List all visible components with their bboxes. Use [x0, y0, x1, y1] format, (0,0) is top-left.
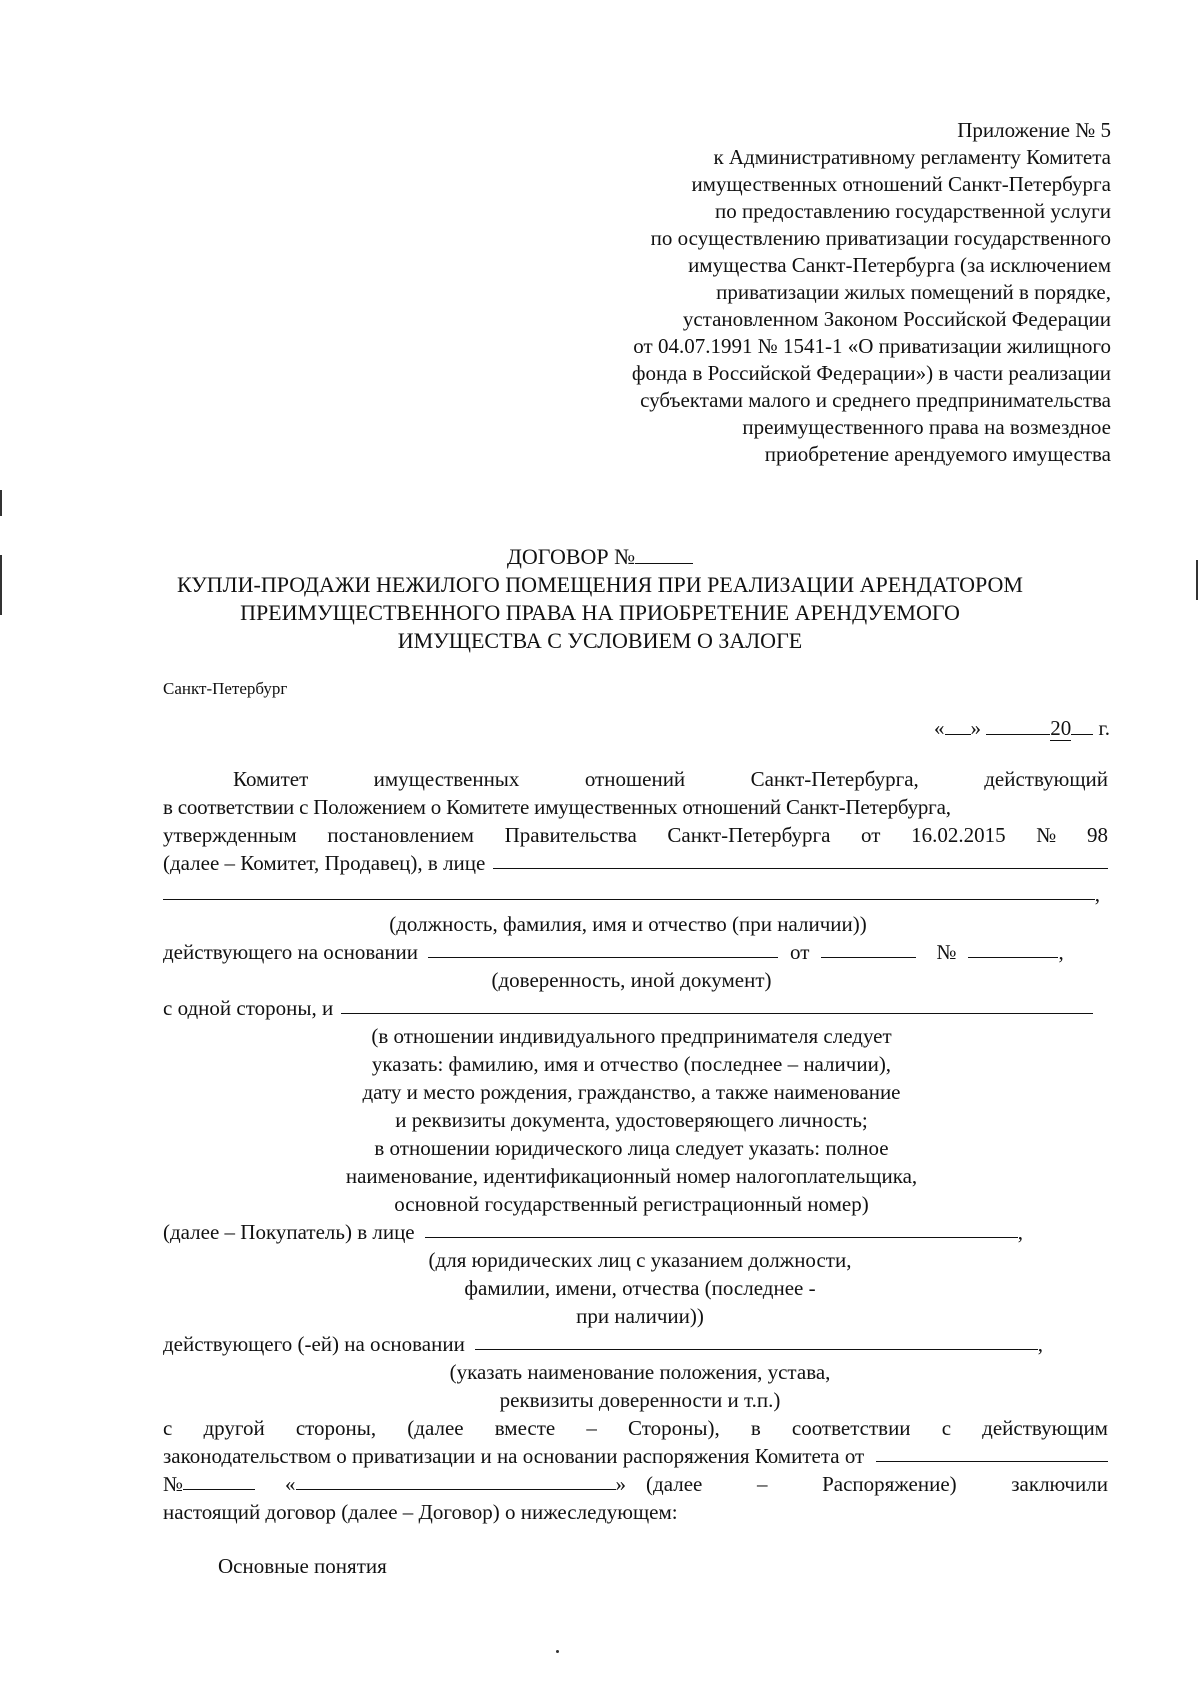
from-label: от — [790, 940, 810, 964]
appendix-header — [471, 117, 1111, 468]
appendix-line: по осуществлению приватизации государственного — [650, 226, 1111, 250]
open-quote: « — [285, 1472, 296, 1496]
word: 16.02.2015 — [911, 823, 1006, 847]
appendix-line: имущества Санкт-Петербурга (за исключением — [688, 253, 1111, 277]
word: стороны, — [295, 1416, 377, 1440]
date-year-suffix: г. — [1098, 716, 1110, 740]
place-city: Санкт-Петербург — [163, 679, 288, 698]
order-number-blank[interactable] — [183, 1470, 255, 1490]
close-quote: » — [615, 1472, 627, 1496]
comma: , — [1094, 882, 1100, 906]
comma: , — [1037, 1332, 1043, 1356]
word: с — [941, 1416, 952, 1440]
date-close-quote: » — [970, 716, 981, 740]
caption-party-line: в отношении юридического лица следует указать: полное — [374, 1136, 889, 1160]
scan-edge-mark — [0, 490, 2, 516]
order-number-label: № — [163, 1472, 184, 1496]
title-line-1: ДОГОВОР № — [506, 544, 636, 569]
buyer-representative-blank[interactable] — [425, 1218, 1018, 1238]
caption-basis2-line: реквизиты доверенности и т.п.) — [499, 1388, 781, 1412]
word: (далее — [646, 1472, 703, 1496]
basis-date-blank[interactable] — [821, 938, 916, 958]
word: № — [1036, 823, 1057, 847]
intro-line-3 — [163, 821, 1108, 849]
basis2-label: действующего (-ей) на основании — [163, 1332, 465, 1356]
caption-basis2 — [320, 1358, 960, 1414]
buyer-line — [163, 1218, 1023, 1246]
basis-line — [163, 938, 1108, 966]
caption-basis2-line: (указать наименование положения, устава, — [449, 1360, 831, 1384]
scan-dot — [556, 1650, 559, 1653]
word: имущественных — [373, 767, 520, 791]
date-open-quote: « — [934, 716, 945, 740]
other-side-paragraph — [163, 1414, 1108, 1526]
word: Комитет — [233, 767, 309, 791]
date-year-blank[interactable] — [1071, 715, 1093, 735]
law-label: законодательством о приватизации и на основании распоряжения Комитета от — [163, 1444, 865, 1468]
caption-buyer-line: при наличии)) — [576, 1304, 704, 1328]
word: – — [756, 1472, 768, 1496]
caption-buyer-line: фамилии, имени, отчества (последнее - — [464, 1276, 816, 1300]
appendix-line: от 04.07.1991 № 1541-1 «О приватизации жилищного — [633, 334, 1111, 358]
title-line-4: ИМУЩЕСТВА С УСЛОВИЕМ О ЗАЛОГЕ — [397, 628, 803, 653]
word: соответствии — [791, 1416, 911, 1440]
other-side-line-1 — [163, 1414, 1108, 1442]
appendix-line: приватизации жилых помещений в порядке, — [716, 280, 1111, 304]
word: Санкт-Петербурга — [667, 823, 831, 847]
word: вместе — [494, 1416, 556, 1440]
order-line — [163, 1470, 1108, 1498]
word: (далее — [407, 1416, 464, 1440]
word: Стороны), — [627, 1416, 720, 1440]
word: Правительства — [504, 823, 637, 847]
date-day-blank[interactable] — [945, 715, 971, 735]
date-year-prefix: 20 — [1050, 716, 1072, 740]
comma: , — [1017, 1220, 1023, 1244]
caption-party-line: основной государственный регистрационный номер) — [394, 1192, 869, 1216]
caption-party — [163, 1022, 1100, 1218]
contract-title — [140, 543, 1060, 655]
order-tail — [646, 1470, 1108, 1498]
word: 98 — [1086, 823, 1108, 847]
appendix-line: фонда в Российской Федерации») в части реализации — [631, 361, 1111, 385]
caption-party-line: указать: фамилию, имя и отчество (последнее – наличии), — [371, 1052, 892, 1076]
caption-buyer — [320, 1246, 960, 1330]
date-line — [934, 714, 1110, 742]
basis-document-blank[interactable] — [428, 938, 778, 958]
caption-position: (должность, фамилия, имя и отчество (при наличии)) — [389, 912, 867, 936]
word: от — [861, 823, 881, 847]
word: действующий — [984, 767, 1108, 791]
one-side-label: с одной стороны, и — [163, 996, 334, 1020]
position-line — [163, 880, 1100, 908]
word: заключили — [1011, 1472, 1108, 1496]
scan-edge-mark — [0, 555, 2, 615]
intro-line-4 — [163, 849, 1108, 877]
word: – — [586, 1416, 597, 1440]
caption-party-line: (в отношении индивидуального предпринимателя следует — [371, 1024, 892, 1048]
basis2-line — [163, 1330, 1043, 1358]
word: утвержденным — [163, 823, 297, 847]
order-date-blank[interactable] — [876, 1442, 1108, 1462]
word: в — [750, 1416, 761, 1440]
basis-number-blank[interactable] — [968, 938, 1058, 958]
position-name-blank[interactable] — [163, 880, 1095, 900]
basis-label: действующего на основании — [163, 940, 419, 964]
representative-blank[interactable] — [493, 849, 1108, 869]
appendix-line: преимущественного права на возмездное — [742, 415, 1111, 439]
buyer-details-blank[interactable] — [341, 994, 1093, 1014]
word: с — [163, 1416, 173, 1440]
intro-paragraph — [163, 765, 1108, 877]
intro-line-1 — [233, 765, 1108, 793]
title-line-2: КУПЛИ-ПРОДАЖИ НЕЖИЛОГО ПОМЕЩЕНИЯ ПРИ РЕАЛИЗАЦИИ АРЕНДАТОРОМ — [176, 572, 1023, 597]
appendix-line: к Административному регламенту Комитета — [713, 145, 1111, 169]
date-month-blank[interactable] — [986, 715, 1050, 735]
comma: , — [1058, 940, 1064, 964]
caption-party-line: и реквизиты документа, удостоверяющего личность; — [395, 1108, 868, 1132]
final-line: настоящий договор (далее – Договор) о нижеследующем: — [163, 1500, 678, 1524]
order-title-blank[interactable] — [296, 1470, 616, 1490]
law-line — [163, 1442, 1108, 1470]
appendix-line: установленном Законом Российской Федерации — [682, 307, 1111, 331]
represented-by-label: (далее – Комитет, Продавец), в лице — [163, 851, 486, 875]
appendix-line: субъектами малого и среднего предпринимательства — [640, 388, 1111, 412]
buyer-label: (далее – Покупатель) в лице — [163, 1220, 415, 1244]
word: отношений — [584, 767, 686, 791]
title-line-3: ПРЕИМУЩЕСТВЕННОГО ПРАВА НА ПРИОБРЕТЕНИЕ АРЕНДУЕМОГО — [240, 600, 960, 625]
word: другой — [203, 1416, 265, 1440]
intro-line-2: в соответствии с Положением о Комитете имущественных отношений Санкт-Петербурга, — [163, 795, 951, 819]
word: Санкт-Петербурга, — [750, 767, 919, 791]
contract-number-line — [140, 543, 1060, 571]
caption-party-line: наименование, идентификационный номер налогоплательщика, — [345, 1164, 918, 1188]
caption-party-line: дату и место рождения, гражданство, а также наименование — [362, 1080, 901, 1104]
word: Распоряжение) — [822, 1472, 957, 1496]
appendix-line: по предоставлению государственной услуги — [715, 199, 1111, 223]
scan-edge-mark — [1196, 560, 1198, 600]
caption-basis: (доверенность, иной документ) — [491, 968, 772, 992]
appendix-line: Приложение № 5 — [957, 118, 1111, 142]
contract-number-blank[interactable] — [635, 544, 693, 564]
caption-buyer-line: (для юридических лиц с указанием должности, — [428, 1248, 852, 1272]
one-side-line — [163, 994, 1093, 1022]
basis2-blank[interactable] — [475, 1330, 1038, 1350]
word: действующим — [982, 1416, 1108, 1440]
appendix-line: имущественных отношений Санкт-Петербурга — [691, 172, 1111, 196]
appendix-line: приобретение арендуемого имущества — [764, 442, 1111, 466]
number-label: № — [936, 940, 957, 964]
word: постановлением — [327, 823, 474, 847]
section-heading: Основные понятия — [218, 1554, 387, 1578]
